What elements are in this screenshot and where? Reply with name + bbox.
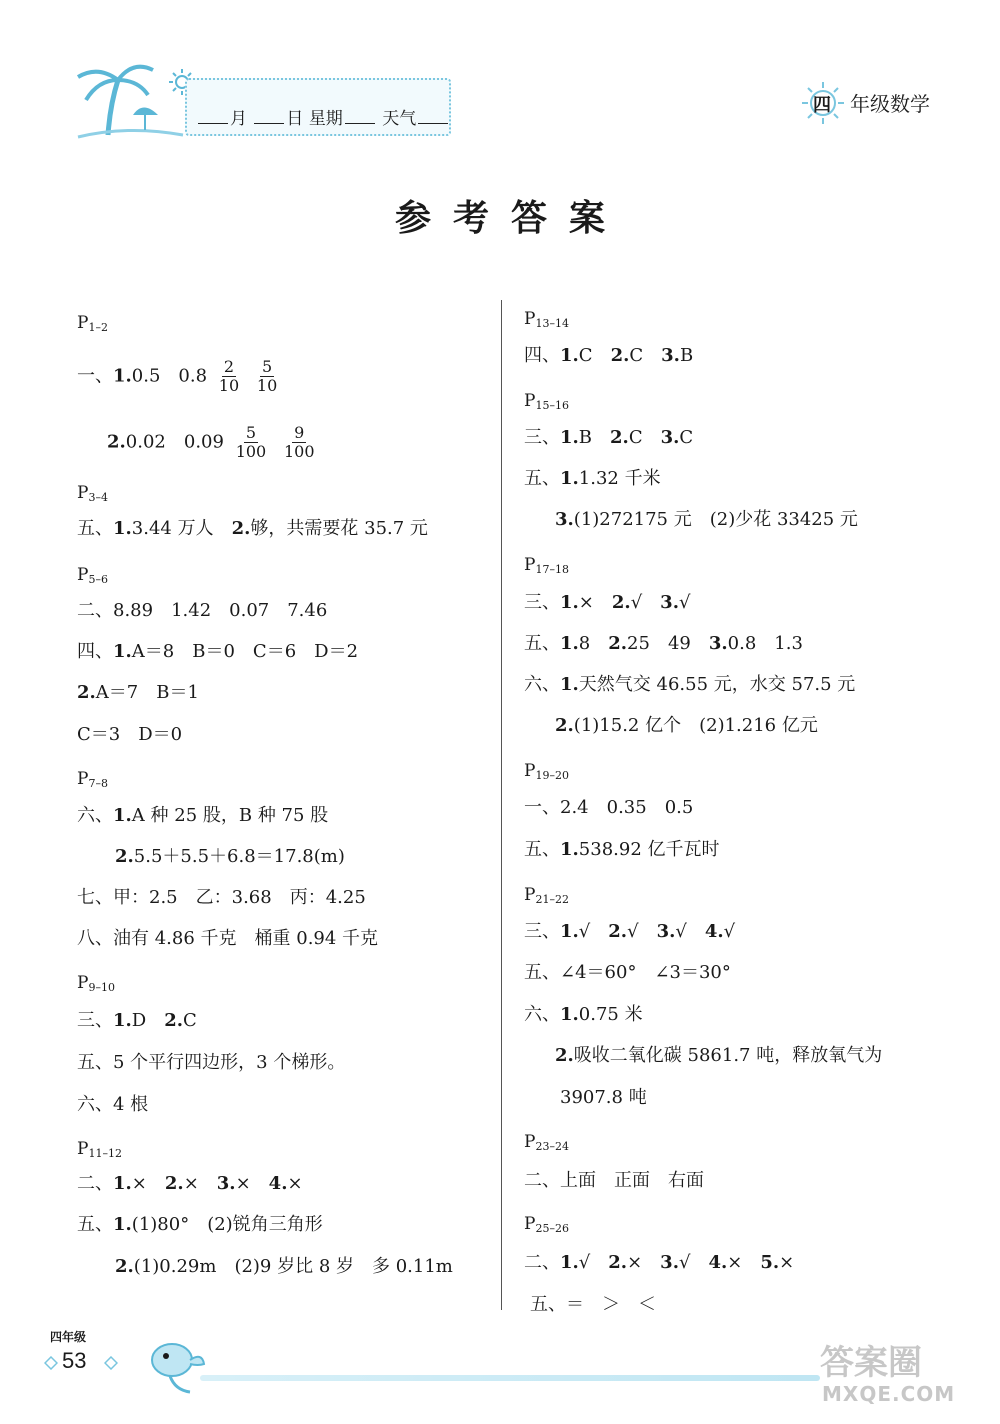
page-ref: $P_{5-6}$ [77, 565, 108, 586]
diamond-icon [44, 1356, 58, 1370]
answer-line: 一、2.4 0.35 0.5 [524, 797, 694, 818]
fraction: $\frac{9}{100}$ [283, 423, 315, 461]
answer-line: 六、1.天然气交 46.55 元，水交 57.5 元 [524, 674, 856, 695]
answer-line: 二、上面 正面 右面 [524, 1170, 704, 1191]
watermark-url: MXQE.COM [822, 1382, 956, 1406]
answer-line: 二、8.89 1.42 0.07 7.46 [77, 600, 328, 621]
footer-grade: 四年级 [50, 1330, 87, 1344]
answer-line: 2.A＝7 B＝1 [77, 682, 199, 703]
answer-line: 2.(1)0.29m (2)9 岁比 8 岁 多 0.11m [115, 1256, 453, 1277]
date-day: 日 [286, 109, 304, 129]
answer-line: 三、1.√ 2.√ 3.√ 4.√ [524, 921, 736, 942]
footer-bar [200, 1375, 820, 1381]
answer-line: 五、＝ ＞ ＜ [530, 1294, 656, 1315]
page-ref: $P_{9-10}$ [77, 973, 115, 994]
page-ref: $P_{7-8}$ [77, 769, 108, 790]
answer-line: 七、甲：2.5 乙：3.68 丙：4.25 [77, 887, 366, 908]
answer-line: 五、1.1.32 千米 [524, 468, 661, 489]
page-ref: $P_{17-18}$ [524, 555, 569, 576]
date-month: 月 [230, 109, 247, 129]
answer-line: 2.5.5＋5.5＋6.8＝17.8(m) [115, 846, 345, 867]
answer-line: 2.吸收二氧化碳 5861.7 吨，释放氧气为 [555, 1045, 883, 1066]
page-ref: $P_{23-24}$ [524, 1132, 569, 1153]
answer-line: 六、4 根 [77, 1094, 149, 1115]
answer-line: 五、∠4＝60° ∠3＝30° [524, 962, 731, 983]
page-number: 53 [62, 1348, 87, 1373]
answer-line: 五、1.8 2.25 49 3.0.8 1.3 [524, 633, 803, 654]
answer-line: C＝3 D＝0 [77, 724, 183, 745]
answer-line: 3907.8 吨 [560, 1087, 647, 1108]
answer-line: 四、1.A＝8 B＝0 C＝6 D＝2 [77, 641, 359, 662]
answer-line: 二、1.√ 2.× 3.√ 4.× 5.× [524, 1252, 795, 1273]
fraction: $\frac{5}{100}$ [235, 423, 267, 461]
answer-line: 四、1.C 2.C 3.B [524, 345, 694, 366]
answer-line: 二、1.× 2.× 3.× 4.× [77, 1173, 303, 1194]
grade-subject: 年级数学 [850, 92, 930, 116]
date-weather: 天气 [382, 109, 417, 129]
answer-line: 六、1.A 种 25 股，B 种 75 股 [77, 805, 329, 826]
answer-line: 五、1.(1)80° (2)锐角三角形 [77, 1214, 323, 1235]
date-week: 星期 [308, 109, 343, 129]
page-ref: $P_{25-26}$ [524, 1214, 569, 1235]
fraction: $\frac{2}{10}$ [218, 357, 240, 395]
answer-line: 六、1.0.75 米 [524, 1004, 643, 1025]
fraction: $\frac{5}{10}$ [256, 357, 278, 395]
date-line [196, 104, 450, 129]
page-ref: $P_{19-20}$ [524, 761, 569, 782]
answer-line: 五、1.538.92 亿千瓦时 [524, 839, 720, 860]
page-title: 参考答案 [394, 198, 627, 239]
cartoon-fish-icon [140, 1330, 210, 1400]
answer-line: 五、5 个平行四边形，3 个梯形。 [77, 1052, 346, 1073]
answer-line: 3.(1)272175 元 (2)少花 33425 元 [555, 509, 858, 530]
answer-line: 八、油有 4.86 千克 桶重 0.94 千克 [77, 928, 379, 949]
answer-line: 三、1.× 2.√ 3.√ [524, 592, 691, 613]
answer-line: 三、1.B 2.C 3.C [524, 427, 694, 448]
column-divider [501, 300, 502, 1310]
answer-line: 三、1.D 2.C [77, 1010, 197, 1031]
answer-line: 2.(1)15.2 亿个 (2)1.216 亿元 [555, 715, 818, 736]
page-ref: $P_{15-16}$ [524, 391, 569, 412]
page-ref: $P_{13-14}$ [524, 309, 569, 330]
page-ref: $P_{3-4}$ [77, 483, 108, 504]
page-ref: $P_{11-12}$ [77, 1139, 122, 1160]
diamond-icon [104, 1356, 118, 1370]
answer-line: 五、1.3.44 万人 2.够，共需要花 35.7 元 [77, 518, 428, 539]
watermark-logo: 答案圈 [820, 1343, 922, 1383]
page-ref: $P_{1-2}$ [77, 313, 108, 334]
answer-line: 2.0.02 0.09 $\frac{5}{100}$ $\frac{9}{100}$ [107, 423, 315, 461]
grade-badge-text: 四 [813, 95, 831, 116]
page-ref: $P_{21-22}$ [524, 885, 569, 906]
answer-line: 一、1.0.5 0.8 $\frac{2}{10}$ $\frac{5}{10}$ [77, 357, 278, 395]
